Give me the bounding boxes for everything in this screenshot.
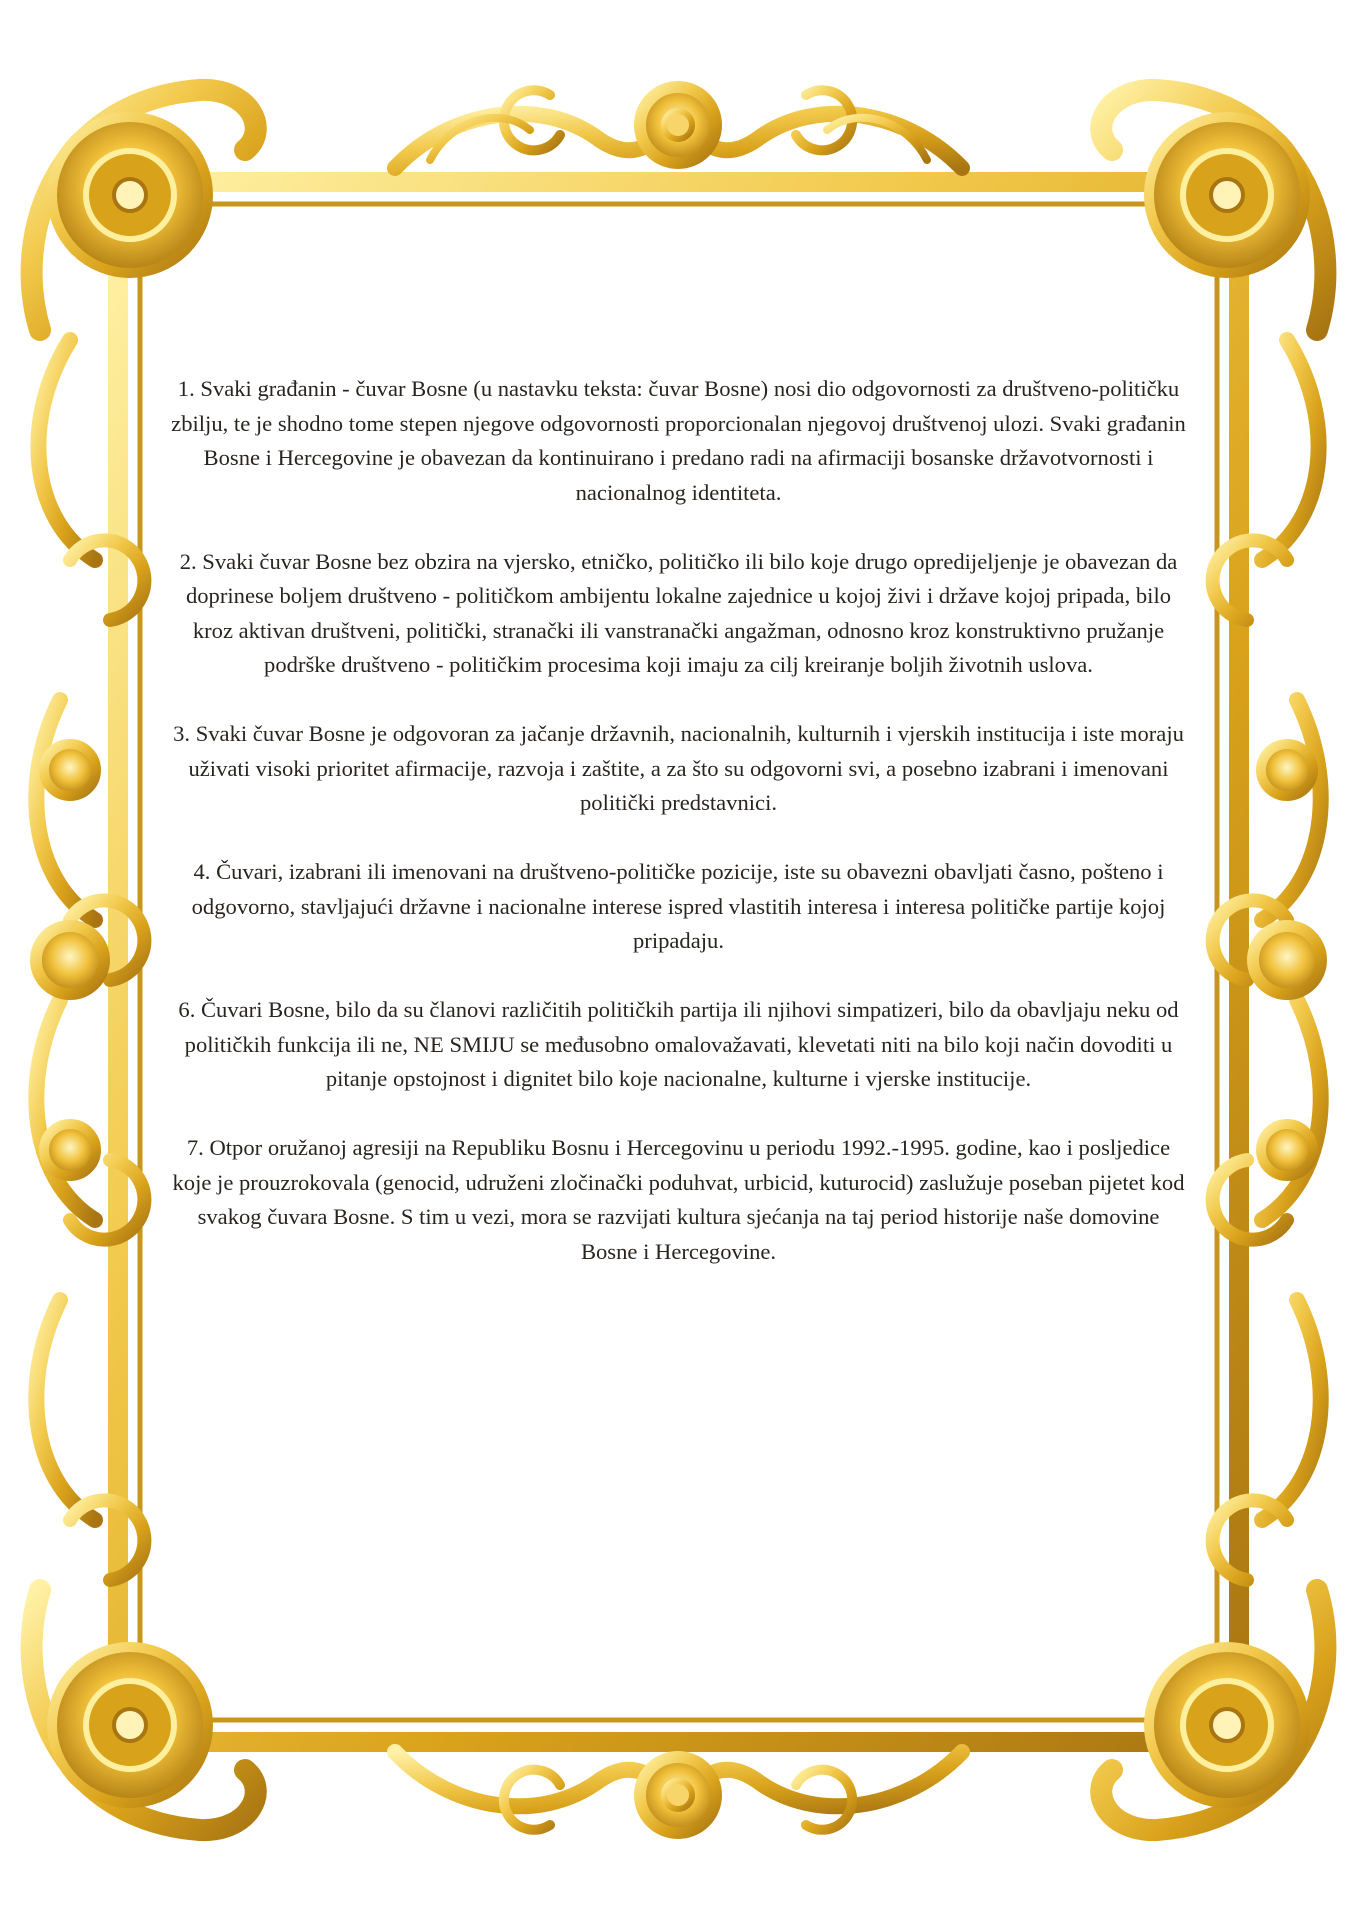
bottom-crest-ornament [395,1752,962,1833]
paragraph-6: 6. Čuvari Bosne, bilo da su članovi različitih političkih partija ili njihovi simpatizeri, bilo da obavljaju neku od političkih funkcija ili ne, NE SMIJU se međusobno omalovažavati, klevetati niti na bilo koji način dovoditi u pitanje opstojnost i dignitet bilo koje nacionalne, kulturne i vjerske institucije. [178,997,1179,1091]
paragraph-1: 1. Svaki građanin - čuvar Bosne (u nastavku teksta: čuvar Bosne) nosi dio odgovornosti za društveno-političku zbilju, te je shodno tome stepen njegove odgovornosti proporcionalan njegovoj društvenoj ulozi. Svaki građanin Bosne i Hercegovine je obavezan da kontinuirano i predano radi na afirmaciji bosanske državotvornosti i nacionalnog identiteta. [171,376,1186,505]
paragraph-7: 7. Otpor oružanoj agresiji na Republiku Bosnu i Hercegovinu u periodu 1992.-1995. godine, kao i posljedice koje je prouzrokovala (genocid, udruženi zločinački poduhvat, urbicid, kuturocid) zaslužuje poseban pijetet kod svakog čuvara Bosne. S tim u vezi, mora se razvijati kultura sjećanja na taj period historije naše domovine Bosne i Hercegovine. [172,1135,1185,1264]
paragraph-3: 3. Svaki čuvar Bosne je odgovoran za jačanje državnih, nacionalnih, kulturnih i vjerskih institucija i iste moraju uživati visoki prioritet afirmacije, razvoja i zaštite, a za što su odgovorni svi, a posebno izabrani i imenovani politički predstavnici. [173,721,1184,815]
document-body [170,372,1187,1304]
corner-ornament-bottom-left [32,1590,256,1830]
corner-ornament-bottom-right [1101,1590,1325,1830]
left-side-scrolls [36,340,144,1580]
paragraph-2: 2. Svaki čuvar Bosne bez obzira na vjersko, etničko, političko ili bilo koje drugo opredijeljenje je obavezan da doprinese boljem društveno - političkom ambijentu lokalne zajednice u kojoj živi i države kojoj pripada, bilo kroz aktivan društveni, politički, stranački ili vanstranački angažman, odnosno kroz konstruktivno pružanje podrške društveno - političkim procesima koji imaju za cilj kreiranje boljih životnih uslova. [179,548,1178,677]
paragraph-4: 4. Čuvari, izabrani ili imenovani na društveno-političke pozicije, iste su obavezni obavljati časno, pošteno i odgovorno, stavljajući državne i nacionalne interese ispred vlastitih interesa i interesa političke partije kojoj pripadaju. [191,859,1166,953]
top-crest-ornament [395,87,962,168]
corner-ornament-top-left [32,90,256,330]
right-side-scrolls [1213,340,1321,1580]
corner-ornament-top-right [1101,90,1325,330]
